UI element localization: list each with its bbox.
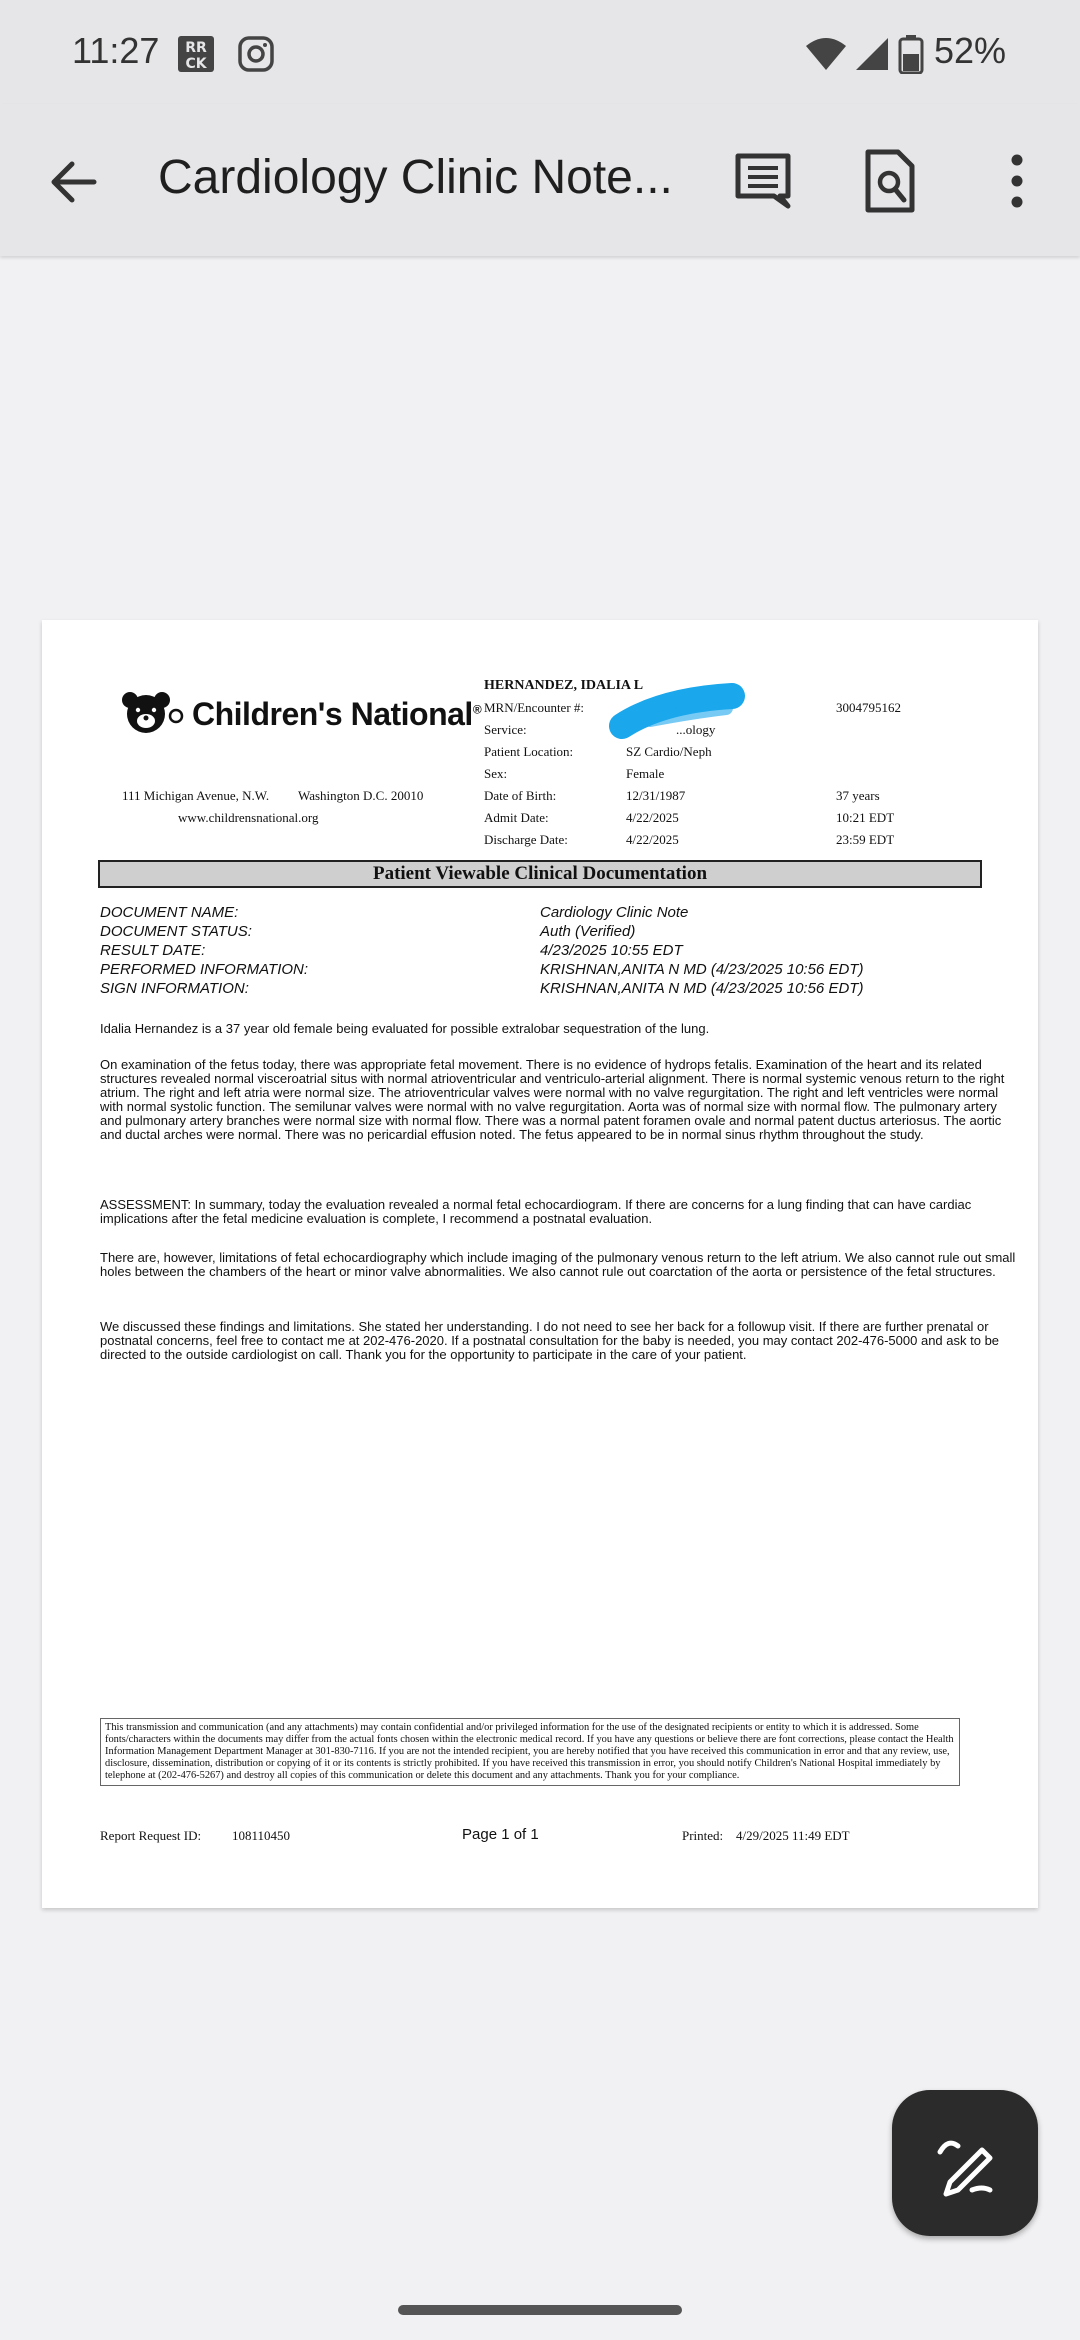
documentation-title: Patient Viewable Clinical Documentation — [98, 860, 982, 888]
field-label: Patient Location: — [484, 744, 574, 759]
more-vert-icon[interactable] — [984, 148, 1050, 214]
confidentiality-disclaimer: This transmission and communication (and any attachments) may contain confidential and/or privileged information for the use of the designated recipients or entity to which it is addressed. Some fonts/characters within the documents may differ from the actual fonts chosen within the electronic medical record. If you have any questions or believe there are font corrections, please contact the Health Information Management Department Manager at 301-830-7116. If you are not the intended recipient, you are hereby notified that you have received this communication in error and that any review, use, disclosure, dissemination, distribution or copying of it or its contents is strictly prohibited. If you have received this transmission in error, you should notify Children's National Hospital immediately by telephone at (202-476-5267) and destroy all copies of this communication or delete this document and any attachments. Thank you for your compliance. — [100, 1718, 960, 1786]
field-label: Admit Date: — [484, 810, 549, 825]
svg-text:RR: RR — [185, 40, 207, 56]
meta-label: DOCUMENT STATUS: — [100, 923, 252, 940]
field-extra: 23:59 EDT — [836, 832, 895, 847]
edit-annotate-icon — [892, 2090, 1038, 2236]
meta-label: RESULT DATE: — [100, 942, 206, 959]
page-number: Page 1 of 1 — [462, 1826, 539, 1843]
wifi-icon — [804, 34, 848, 74]
annotate-fab-button[interactable] — [892, 2090, 1038, 2236]
field-extra: 37 years — [836, 788, 880, 803]
field-label: Date of Birth: — [484, 788, 557, 803]
assessment-paragraph: ASSESSMENT: In summary, today the evaluation revealed a normal fetal echocardiogram. If there are concerns for a lung finding that can have cardiac implications after the fetal medicine evaluation is complete, I recommend a postnatal evaluation. — [100, 1197, 972, 1226]
document-title: Cardiology Clinic Note... — [158, 151, 673, 204]
meta-label: PERFORMED INFORMATION: — [100, 961, 309, 978]
field-label: Sex: — [484, 766, 508, 781]
field-value: ...ology — [676, 722, 716, 737]
cell-signal-icon — [852, 34, 892, 74]
report-request-label: Report Request ID: — [100, 1828, 202, 1843]
note-paragraph: There are, however, limitations of fetal echocardiography which include imaging of the pulmonary venous return to the left atrium. We also cannot rule out small holes between the chambers of the heart or minor valve abnormalities. We also cannot rule out coarctation of the aorta or persistence of the fetal structures. — [100, 1250, 1016, 1279]
printed-label: Printed: — [682, 1828, 724, 1843]
battery-percent: 52% — [934, 30, 1007, 71]
comment-icon[interactable] — [730, 148, 796, 214]
logo-text: Children's National® — [192, 696, 482, 732]
svg-text:CK: CK — [185, 56, 207, 72]
field-extra: 10:21 EDT — [836, 810, 895, 825]
redaction-mark — [602, 682, 752, 742]
back-arrow-icon[interactable] — [44, 152, 104, 212]
printed-value: 4/29/2025 11:49 EDT — [736, 1828, 850, 1843]
meta-value: Cardiology Clinic Note — [540, 904, 689, 921]
home-gesture-handle[interactable] — [398, 2305, 682, 2315]
news-app-icon — [176, 34, 216, 74]
system-nav-bar — [0, 2276, 1080, 2340]
status-time: 11:27 — [72, 30, 160, 71]
app-bar — [0, 104, 1080, 256]
instagram-icon — [236, 34, 276, 74]
field-value: Female — [626, 766, 665, 781]
field-label: Service: — [484, 722, 527, 737]
meta-value: KRISHNAN,ANITA N MD (4/23/2025 10:56 EDT) — [540, 980, 864, 997]
field-value: 4/22/2025 — [626, 810, 679, 825]
meta-label: SIGN INFORMATION: — [100, 980, 249, 997]
field-value: SZ Cardio/Neph — [626, 744, 712, 759]
field-label: Discharge Date: — [484, 832, 568, 847]
meta-value: KRISHNAN,ANITA N MD (4/23/2025 10:56 EDT) — [540, 961, 864, 978]
find-in-page-icon[interactable] — [856, 148, 922, 214]
note-paragraph: On examination of the fetus today, there was appropriate fetal movement. There is no evidence of hydrops fetalis. Examination of the heart and its related structures revealed normal visceroatrial situs with normal atrioventricular and ventriculo-arterial alignment. There is normal systemic venous return to the right atrium. The right and left atria were normal size. The atrioventricular valves were normal with no valve regurgitation. The right and left ventricles were normal with normal systolic function. The semilunar valves were normal with no valve regurgitation. Aorta was of normal size with normal flow. The pulmonary artery and pulmonary artery branches were normal size with normal flow. There was a normal patent foramen ovale and normal patent ductus arteriosus. The aortic and ductal arches were normal. There was no pericardial effusion noted. The fetus appeared to be in normal sinus rhythm throughout the study. — [100, 1057, 1005, 1142]
note-paragraph: We discussed these findings and limitations. She stated her understanding. I do not need to see her back for a followup visit. If there are further prenatal or postnatal concerns, feel free to contact me at 202-476-2020. If a postnatal consultation for the baby is needed, you may contact 202-476-5000 and ask to be directed to the outside cardiologist on call. Thank you for the opportunity to participate in the care of your patient. — [100, 1319, 1000, 1362]
teddy-bear-logo-icon — [120, 690, 190, 736]
field-extra: 3004795162 — [836, 700, 901, 715]
patient-name: HERNANDEZ, IDALIA L — [484, 678, 644, 693]
website-text: www.childrensnational.org — [178, 810, 319, 825]
field-value: 12/31/1987 — [626, 788, 686, 803]
document-page[interactable] — [42, 620, 1038, 1908]
meta-value: Auth (Verified) — [540, 923, 636, 940]
note-paragraph: Idalia Hernandez is a 37 year old female being evaluated for possible extralobar sequestration of the lung. — [100, 1021, 710, 1036]
report-request-id: 108110450 — [232, 1828, 291, 1843]
field-value: 4/22/2025 — [626, 832, 679, 847]
meta-value: 4/23/2025 10:55 EDT — [540, 942, 683, 959]
meta-label: DOCUMENT NAME: — [100, 904, 239, 921]
battery-icon — [898, 34, 924, 74]
field-label: MRN/Encounter #: — [484, 700, 585, 715]
city-line: Washington D.C. 20010 — [298, 788, 424, 803]
address-line: 111 Michigan Avenue, N.W. — [122, 788, 270, 803]
status-bar — [0, 0, 1080, 104]
